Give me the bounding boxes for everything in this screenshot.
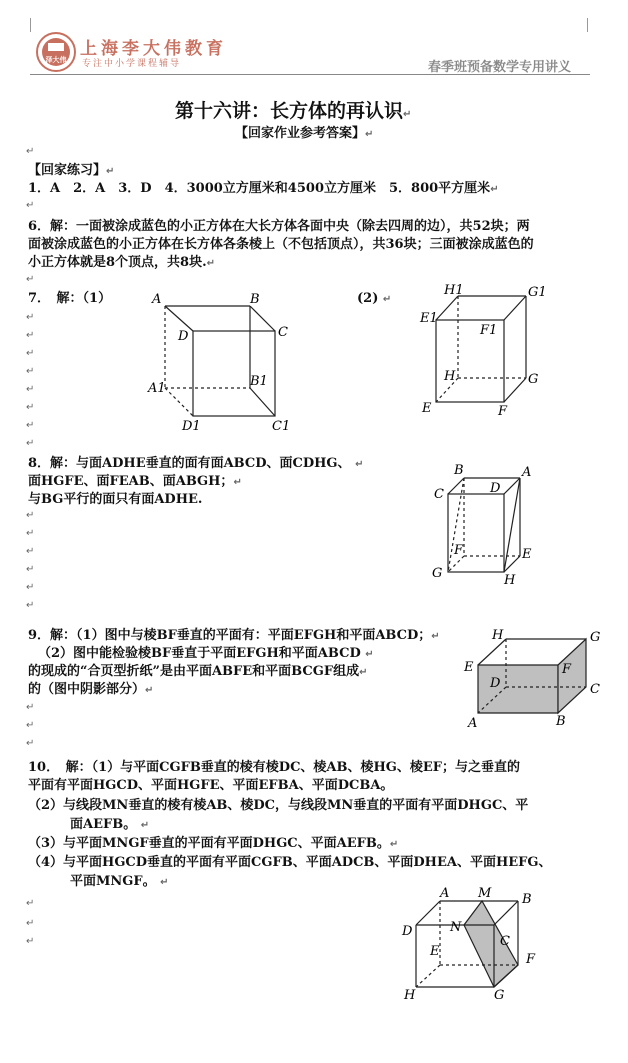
vertex-label: F (454, 543, 464, 558)
q9-line3: 的现成的“合页型折纸”是由平面ABFE和平面BCGF组成↵ (28, 664, 368, 679)
q9-figure (460, 625, 610, 735)
q8-line3: 与BG平行的面只有面ADHE. (28, 492, 203, 507)
fig1-label-C1: C1 (272, 419, 291, 434)
q10-figure (396, 885, 556, 1005)
q8-line2: 面HGFE、面FEAB、面ABGH；↵ (28, 474, 242, 489)
vertex-label: A (468, 716, 478, 731)
fig1-label-C: C (278, 325, 288, 340)
vertex-label: G (528, 372, 539, 387)
header-corner-mark-left (30, 18, 31, 32)
vertex-label: G (590, 630, 601, 645)
logo-seal-icon (38, 34, 74, 70)
vertex-label: H (444, 369, 456, 384)
q10-line7: 平面MNGF。 ↵ (70, 874, 169, 889)
q10-line5: （3）与平面MNGF垂直的平面有平面DHGC、平面AEFB。↵ (28, 836, 399, 851)
q10-line2: 平面有平面HGCD、平面HGFE、平面EFBA、平面DCBA。 (28, 778, 394, 793)
vertex-label: C (500, 934, 510, 949)
vertex-label: H1 (444, 283, 464, 298)
q9-line1: 9．解：（1）图中与棱BF垂直的平面有：平面EFGH和平面ABCD；↵ (28, 628, 440, 643)
vertex-label: A (522, 465, 532, 480)
q6-line2: 面被涂成蓝色的小正方体在长方体各条棱上（不包括顶点），共36块；三面被涂成蓝色的 (28, 237, 534, 252)
edge (250, 306, 275, 331)
vertex-label: E (522, 547, 532, 562)
vertex-label: F1 (480, 323, 498, 338)
logo-name: 上海李大伟教育 (80, 39, 227, 59)
q9-line2: （2）图中能检验棱BF垂直于平面EFGH和平面ABCD ↵ (38, 646, 374, 661)
vertex-label: G (494, 988, 505, 1003)
vertex-label: H (504, 573, 516, 585)
page-title: 第十六讲：长方体的再认识↵ (175, 100, 412, 122)
fig1-label-B1: B1 (250, 374, 268, 389)
fig1-label-B: B (250, 292, 260, 307)
vertex-label: E (430, 944, 440, 959)
vertex-label: F (562, 662, 572, 677)
edge (165, 306, 193, 331)
fig1-label-A: A (152, 292, 162, 307)
vertex-label: B (556, 714, 566, 729)
header-corner-mark-right (587, 18, 588, 32)
vertex-label: 泽大伟 (45, 56, 67, 64)
vertex-label: D (402, 924, 413, 939)
q7-label: 7． 解：（1） (28, 291, 112, 306)
page-subtitle: 【回家作业参考答案】↵ (235, 126, 374, 141)
hidden-edge (165, 388, 193, 416)
vertex-label: E (464, 660, 474, 675)
vertex-label: G1 (528, 285, 547, 300)
vertex-label: C (434, 487, 444, 502)
q9-line4: 的（图中阴影部分）↵ (28, 682, 154, 697)
fig1-label-D1: D1 (182, 419, 201, 434)
section-label: 【回家练习】↵ (28, 163, 115, 178)
q10-line4: 面AEFB。 ↵ (70, 817, 150, 832)
vertex-label: H (404, 988, 416, 1003)
vertex-label: B (454, 463, 464, 478)
header-course-title: 春季班预备数学专用讲义 (428, 60, 572, 75)
header-divider (30, 74, 590, 75)
vertex-label: D (490, 676, 501, 691)
vertex-label: B (522, 892, 532, 907)
q8-figure (428, 460, 548, 585)
q7-figure-2 (418, 280, 558, 420)
vertex-label: D (490, 481, 501, 496)
vertex-label: G (432, 566, 443, 581)
edge (250, 388, 275, 416)
vertex-label: E1 (420, 311, 438, 326)
vertex-label: H (492, 628, 504, 643)
vertex-label: M (478, 886, 492, 901)
vertex-label: A (440, 886, 450, 901)
vertex-label: E (422, 401, 432, 416)
q6-line3: 小正方体就是8个顶点，共8块.↵ (28, 255, 216, 270)
q10-line3: （2）与线段MN垂直的棱有棱AB、棱DC，与线段MN垂直的平面有平面DHGC、平 (28, 798, 529, 813)
vertex-label: F (526, 952, 536, 967)
answers-row: 1．A 2．A 3．D 4．3000立方厘米和4500立方厘米 5．800平方厘米↵ (28, 181, 499, 196)
logo-seal (36, 32, 76, 72)
q7-figure-1 (140, 288, 300, 438)
vertex-label: F (498, 404, 508, 419)
q10-line1: 10． 解：（1）与平面CGFB垂直的棱有棱DC、棱AB、棱HG、棱EF；与之垂直的 (28, 760, 521, 775)
q8-line1: 8．解：与面ADHE垂直的面有面ABCD、面CDHG、 ↵ (28, 456, 364, 471)
vertex-label: C (590, 682, 600, 697)
fig1-label-A1: A1 (148, 381, 166, 396)
q10-line6: （4）与平面HGCD垂直的平面有平面CGFB、平面ADCB、平面DHEA、平面HEFG、 (28, 855, 552, 870)
q6-line1: 6．解：一面被涂成蓝色的小正方体在大长方体各面中央（除去四周的边），共52块；两 (28, 219, 530, 234)
logo-slogan: 专注中小学课程辅导 (82, 59, 182, 69)
q7-part2-label: (2) ↵ (357, 291, 392, 306)
fig1-label-D: D (178, 329, 189, 344)
vertex-label: N (450, 920, 462, 935)
